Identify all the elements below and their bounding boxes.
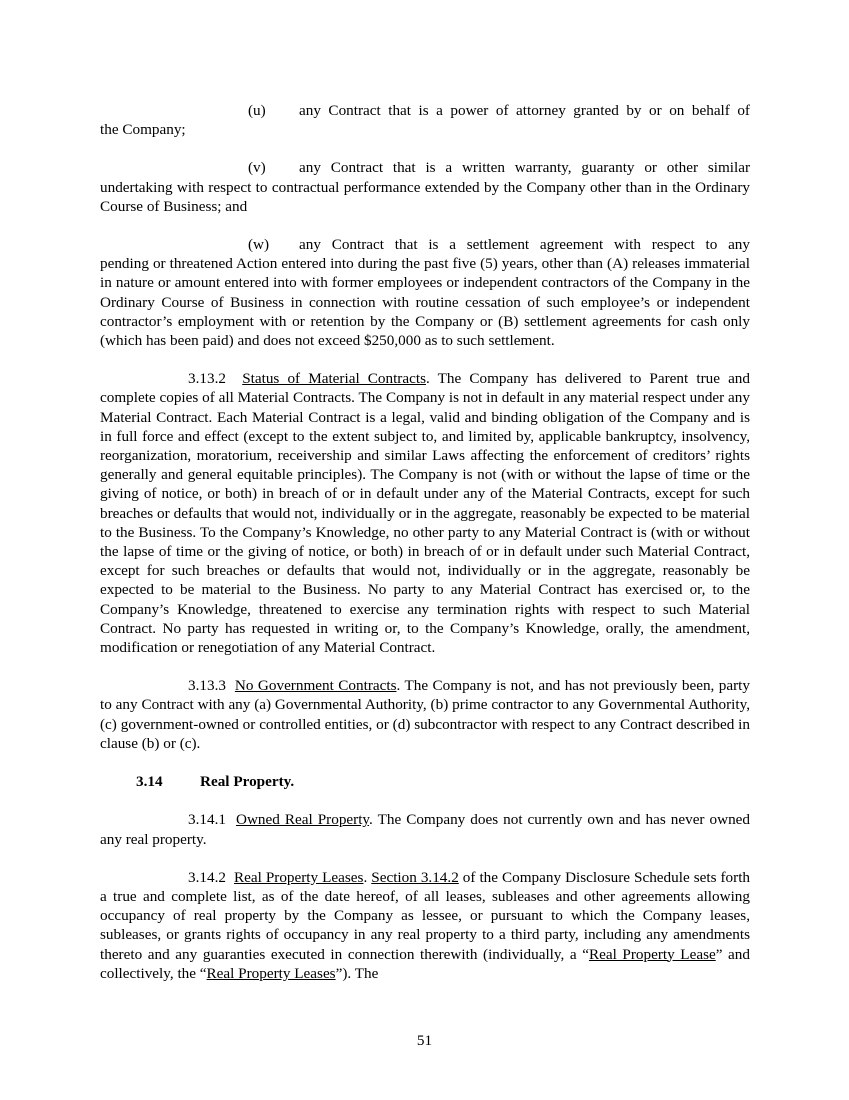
section-body: . The Company has delivered to Parent true and complete copies of all Material Contracts. The Company is not in default in any material respect under any Material Contract. Each Material Contract is a legal, valid and binding obligation of the Company and is in full force and effect (except to the extent subject to, and limited by, applicable bankruptcy, insolvency, reorganization, moratorium, receivership and similar Laws affecting the enforcement of creditors’ rights generally and general equitable principles). The Company is not (with or without the lapse of time or the giving of notice, or both) in breach of or in default under any of the Material Contracts, except for such breaches or defaults that would not, individually or in the aggregate, reasonably be expected to be material to the Business. To the Company’s Knowledge, no other party to any Material Contract is (with or without the lapse of time or the giving of notice, or both) in breach of or in default under such Material Contract, except for such breaches or defaults that would not, individually or in the aggregate, reasonably be expected to be material to the Business. No party to any Material Contract has exercised or, to the Company’s Knowledge, threatened to exercise any termination rights with respect to such Material Contract. No party has requested in writing or, to the Company’s Knowledge, orally, the amendment, modification or renegotiation of any Material Contract.	[100, 370, 750, 657]
section-title: Status of Material Contracts	[242, 370, 426, 388]
clause-text-continued: the Company;	[100, 121, 186, 139]
section-body: . The Company does not currently own and has never owned any real property.	[100, 811, 750, 848]
heading-title: Real Property	[200, 773, 291, 791]
clause-v	[100, 158, 750, 216]
section-3-14-1	[100, 810, 750, 848]
clause-text-continued: pending or threatened Action entered into during the past five (5) years, other than (A) releases immaterial in nature or amount entered into with former employees or independent contractors of the Company in the Ordinary Course of Business in connection with routine cessation of such employee’s or independent contractor’s employment with or retention by the Company or (B) settlement agreements for cash only (which has been paid) and does not exceed $250,000 as to such settlement.	[100, 255, 750, 350]
section-number: 3.14.1	[188, 811, 226, 829]
clause-w	[100, 235, 750, 350]
section-title: No Government Contracts	[234, 677, 397, 695]
section-title: Owned Real Property	[236, 811, 370, 829]
section-number: 3.14.2	[188, 868, 226, 886]
section-body: of the Company Disclosure Schedule sets forth a true and complete list, as of the date hereof, of all leases, subleases and other agreements allowing occupancy of real property by the Company as lessee, or pursuant to which the Company leases, subleases, or grants rights of occupancy in any real property to a third party, including any amendments thereto and any guaranties executed in connection therewith (individually, a “	[100, 868, 751, 963]
section-reference: Section 3.14.2	[371, 868, 459, 886]
heading-punct: .	[290, 773, 295, 791]
section-number: 3.13.3	[188, 677, 226, 695]
section-heading-3-14	[100, 772, 750, 791]
clause-text: any Contract that is a written warranty, guaranty or other similar	[299, 159, 750, 177]
clause-label: (v)	[248, 159, 266, 177]
section-body: . The Company is not, and has not previously been, party to any Contract with any (a) Governmental Authority, (b) prime contractor to any Governmental Authority, (c) government-owned or controlled entities, or (d) subcontractor with respect to any Contract described in clause (b) or (c).	[100, 677, 750, 752]
defined-term: Real Property Lease	[588, 945, 716, 963]
clause-text-continued: undertaking with respect to contractual performance extended by the Company other than in the Ordinary Course of Business; and	[100, 178, 750, 215]
clause-text: any Contract that is a settlement agreement with respect to any	[299, 236, 750, 254]
clause-u	[100, 101, 750, 139]
section-body-mid: ” and collectively, the “	[100, 945, 750, 982]
clause-label: (u)	[248, 102, 266, 119]
section-number: 3.13.2	[188, 370, 226, 388]
section-3-14-2: 3.14.2 Real Property Leases. Section 3.14.2 of the Company Disclosure Schedule sets forth a true and complete list, as of the date hereof, of all leases, subleases and other agreements allowing occupancy of real property by the Company as lessee, or pursuant to which the Company leases, subleases, or grants rights of occupancy in any real property to a third party, including any amendments thereto and any guaranties executed in connection therewith (individually, a “Real Property Lease” and collectively, the “Real Property Leases”). The	[100, 868, 751, 982]
clause-label: (w)	[248, 236, 270, 254]
page-number: 51	[416, 1032, 433, 1049]
section-3-13-3	[100, 676, 750, 753]
section-body-end: ”). The	[335, 964, 379, 982]
section-title: Real Property Leases	[233, 868, 364, 886]
document-page	[100, 101, 750, 1002]
section-3-13-2	[100, 369, 750, 657]
defined-term: Real Property Leases	[206, 964, 336, 982]
clause-text: any Contract that is a power of attorney granted by or on behalf of	[299, 102, 750, 119]
heading-number: 3.14	[136, 773, 163, 791]
